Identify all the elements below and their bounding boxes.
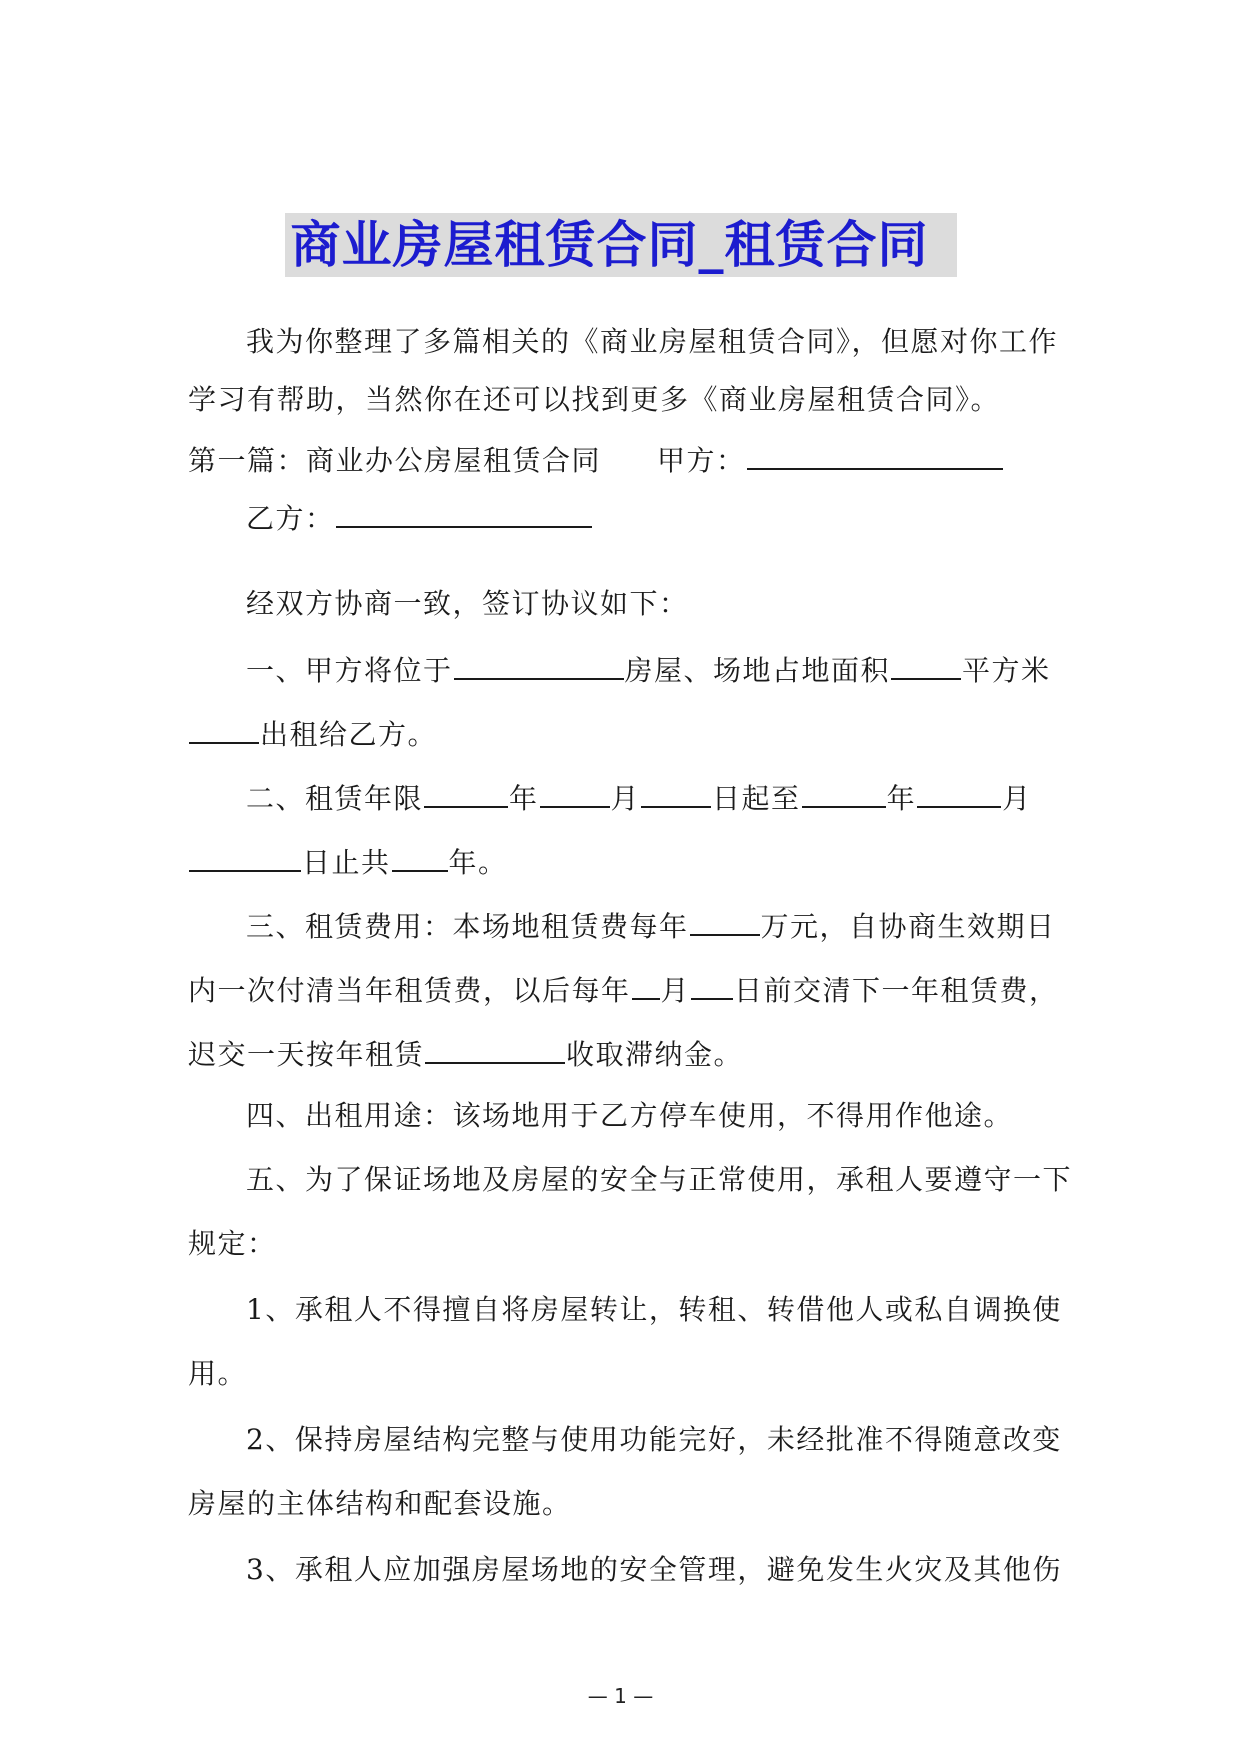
location-blank: [454, 648, 624, 680]
clause3-text-2: 万元，自协商生效期日: [760, 910, 1056, 943]
end-month-blank: [917, 776, 1001, 808]
clause3-line-3: [188, 1032, 743, 1075]
party-a-label: 甲方：: [657, 444, 746, 477]
agreement-line: 经双方协商一致，签订协议如下：: [246, 587, 689, 620]
clause2-line-2: [188, 840, 508, 883]
clause1-text-4: 出租给乙方。: [260, 718, 438, 751]
clause3-text-5: 日前交清下一年租赁费，: [734, 974, 1059, 1007]
pay-day-blank: [691, 968, 733, 1000]
document-title: 商业房屋租赁合同_租赁合同: [285, 213, 957, 277]
start-day-blank: [641, 776, 711, 808]
area-blank-2: [189, 712, 259, 744]
rule2-line-2: 房屋的主体结构和配套设施。: [188, 1487, 572, 1520]
clause1-text-2: 房屋、场地占地面积: [624, 654, 891, 687]
clause2-month-1: 月: [610, 782, 641, 815]
clause3-text-6: 迟交一天按年租赁: [188, 1038, 425, 1071]
section1-line: [188, 438, 1004, 481]
title-wrap: [0, 213, 1241, 277]
clause3-text-3: 内一次付清当年租赁费，以后每年: [188, 974, 631, 1007]
clause1-text-1: 一、甲方将位于: [246, 654, 453, 687]
clause2-text-1: 二、租赁年限: [246, 782, 424, 815]
end-year-blank: [802, 776, 886, 808]
clause1-text-3: 平方米: [962, 654, 1051, 687]
clause2-text-3: 年。: [448, 846, 508, 879]
clause3-line-1: [246, 904, 1056, 947]
annual-fee-blank: [690, 904, 760, 936]
start-month-blank: [540, 776, 610, 808]
party-b-label: 乙方：: [246, 502, 335, 535]
rule1-line-1: 1、承租人不得擅自将房屋转让，转租、转借他人或私自调换使: [246, 1293, 1062, 1326]
intro-line-1: 我为你整理了多篇相关的《商业房屋租赁合同》，但愿对你工作: [246, 325, 1059, 358]
clause3-text-7: 收取滞纳金。: [566, 1038, 744, 1071]
clause3-text-1: 三、租赁费用：本场地租赁费每年: [246, 910, 689, 943]
rule3-line-1: 3、承租人应加强房屋场地的安全管理，避免发生火灾及其他伤: [246, 1553, 1062, 1586]
clause3-text-4: 月: [660, 974, 691, 1007]
total-years-blank: [392, 840, 448, 872]
area-blank: [891, 648, 961, 680]
clause1-line-2: [188, 712, 437, 755]
section1-heading: 第一篇：商业办公房屋租赁合同: [188, 444, 602, 477]
clause5-line-1: 五、为了保证场地及房屋的安全与正常使用，承租人要遵守一下: [246, 1163, 1073, 1196]
clause1-line-1: [246, 648, 1051, 691]
clause2-year-2: 年: [886, 782, 917, 815]
clause3-line-2: [188, 968, 1059, 1011]
clause2-month-2: 月: [1002, 782, 1032, 815]
rule1-line-2: 用。: [188, 1357, 248, 1390]
start-year-blank: [424, 776, 508, 808]
end-day-blank: [189, 840, 301, 872]
party-b-blank: [336, 496, 592, 528]
late-fee-blank: [425, 1032, 565, 1064]
party-b-line: [246, 496, 593, 539]
intro-line-2: 学习有帮助，当然你在还可以找到更多《商业房屋租赁合同》。: [188, 383, 1001, 416]
rule2-line-1: 2、保持房屋结构完整与使用功能完好，未经批准不得随意改变: [246, 1423, 1062, 1456]
pay-month-blank: [632, 968, 660, 1000]
page-number: — 1 —: [587, 1684, 654, 1708]
clause2-line-1: [246, 776, 1032, 819]
clause2-year-1: 年: [509, 782, 539, 815]
clause2-day-1: 日起至: [712, 782, 801, 815]
party-a-blank: [747, 438, 1003, 470]
clause2-text-2: 日止共: [302, 846, 391, 879]
clause4-line: 四、出租用途：该场地用于乙方停车使用，不得用作他途。: [246, 1099, 1014, 1132]
clause5-line-2: 规定：: [188, 1227, 277, 1260]
